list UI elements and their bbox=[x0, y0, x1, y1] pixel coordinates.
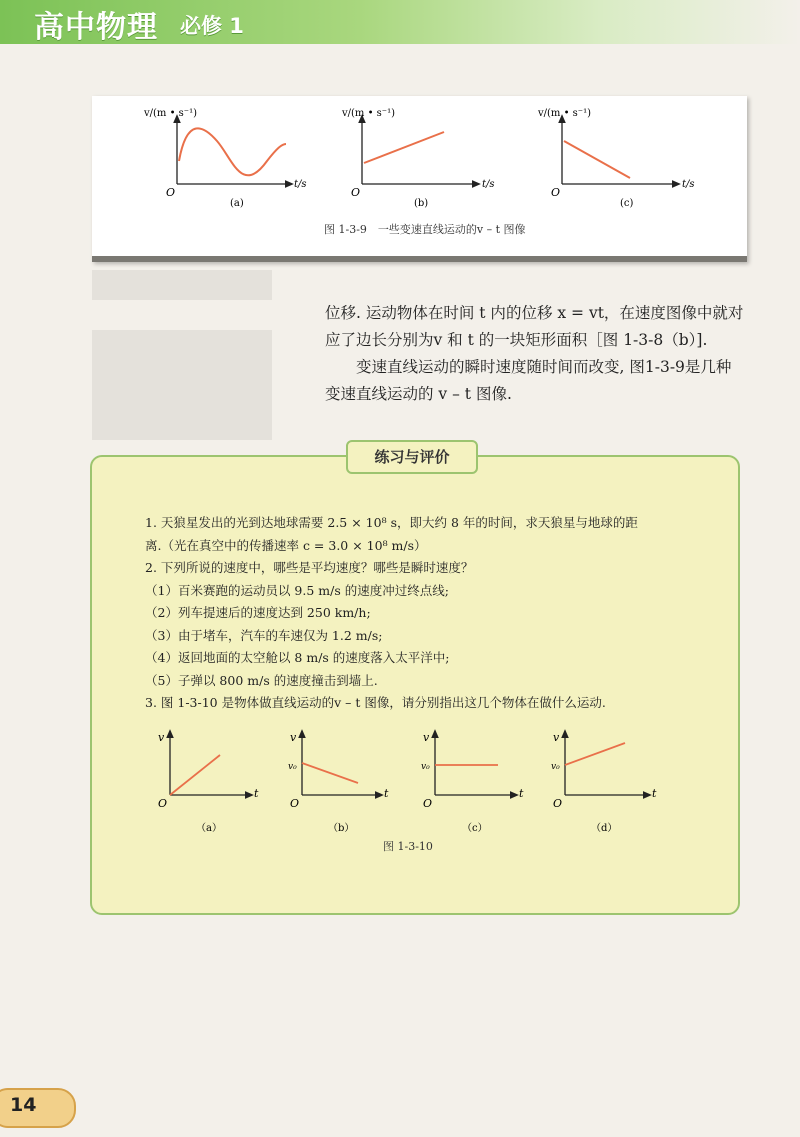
origin-b: O bbox=[351, 186, 361, 199]
graph-1-3-10-b bbox=[288, 731, 389, 834]
paragraph-displacement: 位移. 运动物体在时间 t 内的位移 x = vt，在速度图像中就对应了边长分别为v 和 t 的一块矩形面积［图 1-3-8（b）]. bbox=[325, 304, 744, 349]
x-label-a: t/s bbox=[294, 179, 307, 190]
tag-a: (a) bbox=[230, 198, 244, 209]
question-line: （3）由于堵车，汽车的车速仅为 1.2 m/s; bbox=[145, 627, 383, 643]
figure-1-3-9-panel bbox=[92, 96, 747, 262]
x-label-c: t/s bbox=[682, 179, 695, 190]
v-label-c: v bbox=[423, 731, 430, 744]
question-line: 1. 天狼星发出的光到达地球需要 2.5 × 10⁸ s，即大约 8 年的时间，求天狼星与地球的距 bbox=[145, 515, 638, 530]
graph-1-3-10-d bbox=[551, 731, 657, 834]
v-label-a: v bbox=[158, 731, 165, 744]
v0-label-d: v₀ bbox=[551, 762, 560, 772]
tag-1-3-10-d: （d） bbox=[591, 823, 618, 834]
v0-label-c: v₀ bbox=[421, 762, 430, 772]
y-label-a: v/(m • s⁻¹) bbox=[144, 108, 197, 119]
x-label-b: t/s bbox=[482, 179, 495, 190]
question-line: 2. 下列所说的速度中，哪些是平均速度？哪些是瞬时速度？ bbox=[145, 560, 474, 575]
question-line: 3. 图 1-3-10 是物体做直线运动的v – t 图像，请分别指出这几个物体在做什么运动. bbox=[145, 695, 606, 710]
origin-1-3-10-c: O bbox=[423, 797, 433, 810]
figure-1-3-9-caption: 图 1-3-9 一些变速直线运动的v – t 图像 bbox=[324, 223, 526, 236]
sidebar-shade bbox=[92, 270, 272, 300]
line-a bbox=[170, 755, 220, 795]
graph-1-3-10-a bbox=[158, 731, 259, 834]
graph-1-3-10-c bbox=[421, 731, 524, 834]
t-label-b: t bbox=[384, 787, 389, 800]
tag-1-3-10-a: （a） bbox=[196, 823, 222, 834]
body-text bbox=[325, 300, 745, 408]
graph-b bbox=[341, 108, 495, 209]
v-label-d: v bbox=[553, 731, 560, 744]
v0-label-b: v₀ bbox=[288, 762, 297, 772]
y-label-b: v/(m • s⁻¹) bbox=[342, 108, 395, 119]
question-line: （4）返回地面的太空舱以 8 m/s 的速度落入太平洋中; bbox=[145, 650, 450, 665]
book-volume: 必修 1 bbox=[180, 14, 244, 38]
tag-1-3-10-b: （b） bbox=[328, 823, 355, 834]
curve-c bbox=[564, 141, 630, 178]
exercise-questions bbox=[145, 512, 705, 715]
question-line: （2）列车提速后的速度达到 250 km/h; bbox=[145, 605, 371, 620]
book-title: 高中物理 bbox=[34, 10, 158, 45]
question-line: （1）百米赛跑的运动员以 9.5 m/s 的速度冲过终点线; bbox=[145, 582, 449, 598]
origin-1-3-10-a: O bbox=[158, 797, 168, 810]
origin-1-3-10-d: O bbox=[553, 797, 563, 810]
question-line: （5）子弹以 800 m/s 的速度撞击到墙上. bbox=[145, 672, 378, 688]
question-line: 离.（光在真空中的传播速率 c = 3.0 × 10⁸ m/s） bbox=[145, 537, 427, 553]
origin-1-3-10-b: O bbox=[290, 797, 300, 810]
sidebar-shade bbox=[92, 330, 272, 440]
figure-1-3-10-caption: 图 1-3-10 bbox=[383, 840, 433, 853]
origin-c: O bbox=[551, 186, 561, 199]
figure-1-3-10-graphs bbox=[150, 725, 670, 835]
graph-a bbox=[143, 108, 307, 209]
origin-a: O bbox=[166, 186, 176, 199]
line-b bbox=[302, 763, 358, 783]
t-label-a: t bbox=[254, 787, 259, 800]
t-label-c: t bbox=[519, 787, 524, 800]
y-label-c: v/(m • s⁻¹) bbox=[538, 108, 591, 119]
page-number: 14 bbox=[10, 1094, 37, 1116]
tag-c: (c) bbox=[620, 198, 634, 209]
t-label-d: t bbox=[652, 787, 657, 800]
paragraph-variable-motion: 变速直线运动的瞬时速度随时间而改变, 图1-3-9是几种变速直线运动的 v – t 图像. bbox=[325, 358, 732, 403]
curve-b bbox=[364, 132, 444, 163]
curve-a bbox=[179, 128, 286, 175]
tag-b: (b) bbox=[414, 198, 429, 209]
graph-c bbox=[537, 108, 695, 209]
exercise-title: 练习与评价 bbox=[346, 440, 478, 474]
line-d bbox=[565, 743, 625, 765]
v-label-b: v bbox=[290, 731, 297, 744]
tag-1-3-10-c: （c） bbox=[462, 823, 488, 834]
figure-1-3-10 bbox=[150, 725, 670, 839]
